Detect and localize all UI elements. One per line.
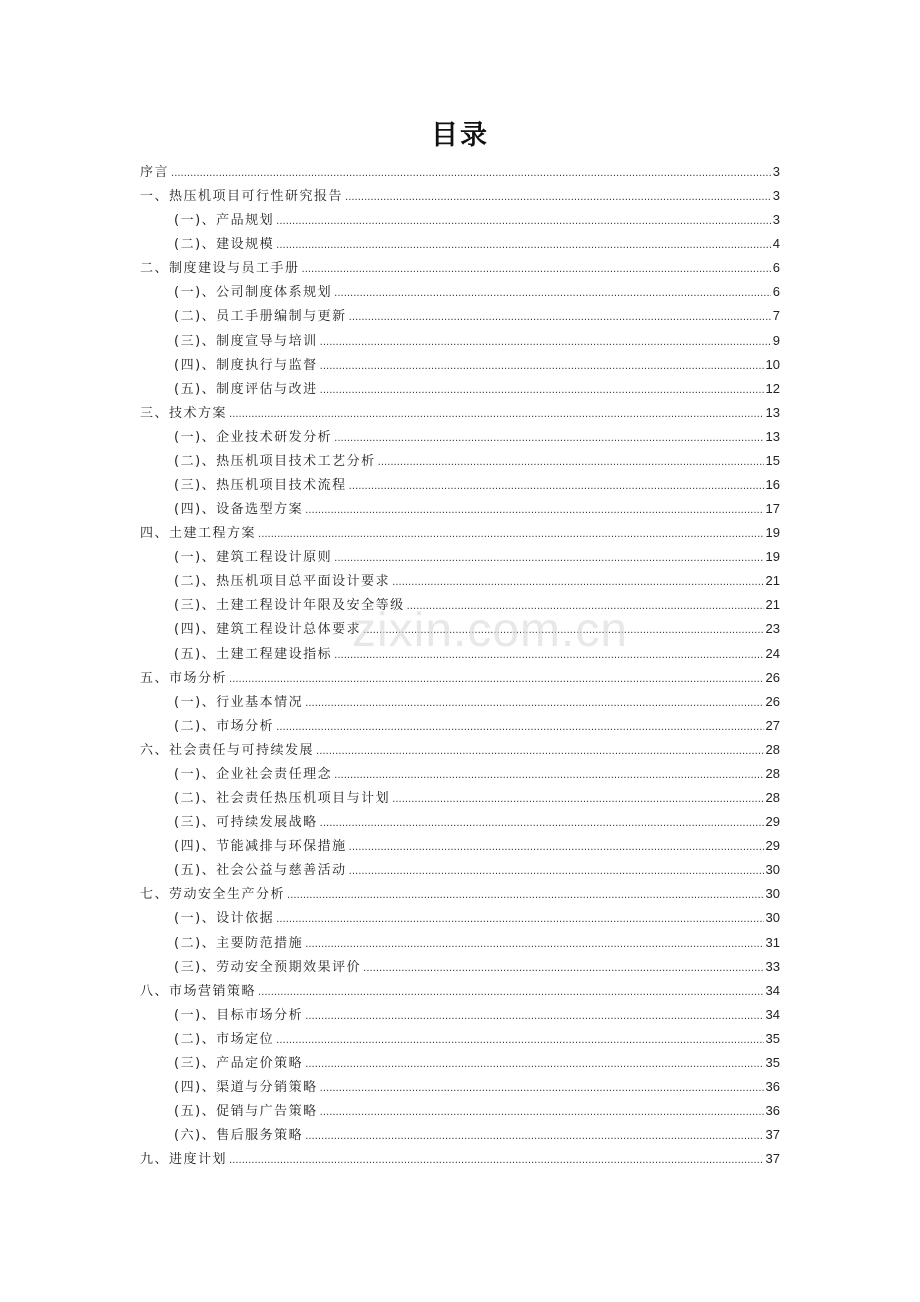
toc-entry-label: (四)、设备选型方案 (174, 502, 304, 518)
toc-entry-label: (二)、主要防范措施 (174, 935, 304, 951)
toc-page-number: 7 (772, 308, 780, 324)
toc-dot-leader (276, 1029, 763, 1053)
toc-entry-label: (三)、可持续发展战略 (174, 815, 318, 831)
toc-section-entry[interactable] (140, 666, 780, 690)
toc-section-entry[interactable] (140, 882, 780, 906)
toc-subsection-entry[interactable] (140, 690, 780, 714)
toc-entry-label: (二)、市场分析 (174, 718, 275, 734)
toc-page-number: 26 (765, 669, 780, 685)
toc-entry-label: (四)、建筑工程设计总体要求 (174, 622, 362, 638)
toc-dot-leader (349, 475, 764, 499)
toc-dot-leader (276, 716, 763, 740)
toc-entry-label: (二)、市场定位 (174, 1031, 275, 1047)
toc-subsection-entry[interactable] (140, 1099, 780, 1123)
toc-dot-leader (320, 331, 771, 355)
toc-page-number: 35 (765, 1054, 780, 1070)
page-title: 目录 (431, 120, 489, 151)
toc-dot-leader (349, 306, 771, 330)
toc-subsection-entry[interactable] (140, 304, 780, 328)
toc-dot-leader (378, 451, 764, 475)
toc-dot-leader (392, 788, 763, 812)
toc-dot-leader (302, 258, 771, 282)
toc-page-number: 28 (765, 765, 780, 781)
toc-dot-leader (258, 981, 764, 1005)
toc-entry-label: (一)、建筑工程设计原则 (174, 550, 333, 566)
toc-page-number: 3 (772, 212, 780, 228)
toc-page-number: 21 (765, 573, 780, 589)
toc-dot-leader (305, 1005, 763, 1029)
toc-subsection-entry[interactable] (140, 810, 780, 834)
toc-entry-label: 七、劳动安全生产分析 (140, 887, 286, 903)
toc-dot-leader (305, 692, 763, 716)
toc-page-number: 19 (765, 549, 780, 565)
toc-page-number: 24 (765, 645, 780, 661)
toc-subsection-entry[interactable] (140, 545, 780, 569)
toc-page-number: 3 (772, 164, 780, 179)
toc-dot-leader (229, 668, 764, 692)
toc-entry-label: 四、土建工程方案 (140, 526, 257, 542)
toc-page-number: 3 (772, 188, 780, 204)
toc-page-number: 10 (765, 356, 780, 372)
toc-section-entry[interactable] (140, 401, 780, 425)
toc-dot-leader (345, 186, 771, 210)
toc-dot-leader (276, 210, 771, 234)
toc-subsection-entry[interactable] (140, 473, 780, 497)
toc-subsection-entry[interactable] (140, 232, 780, 256)
toc-dot-leader (407, 595, 764, 619)
toc-entry-label: (二)、社会责任热压机项目与计划 (174, 791, 391, 807)
toc-page-number: 37 (765, 1151, 780, 1167)
toc-entry-label: (一)、设计依据 (174, 911, 275, 927)
toc-subsection-entry[interactable] (140, 593, 780, 617)
toc-entry-label: (四)、制度执行与监督 (174, 357, 318, 373)
toc-subsection-entry[interactable] (140, 834, 780, 858)
toc-dot-leader (229, 1149, 764, 1173)
toc-subsection-entry[interactable] (140, 786, 780, 810)
toc-subsection-entry[interactable] (140, 449, 780, 473)
toc-subsection-entry[interactable] (140, 329, 780, 353)
toc-entry-label: (一)、企业技术研发分析 (174, 429, 333, 445)
toc-entry-label: (三)、劳动安全预期效果评价 (174, 959, 362, 975)
toc-entry-label: (一)、行业基本情况 (174, 694, 304, 710)
toc-page-number: 33 (765, 958, 780, 974)
toc-dot-leader (320, 812, 764, 836)
toc-page-number: 28 (765, 790, 780, 806)
toc-page-number: 37 (765, 1127, 780, 1143)
toc-dot-leader (363, 619, 763, 643)
toc-entry-label: (二)、热压机项目技术工艺分析 (174, 453, 376, 469)
toc-dot-leader (320, 355, 764, 379)
toc-page-number: 28 (765, 741, 780, 757)
toc-dot-leader (305, 933, 763, 957)
toc-subsection-entry[interactable] (140, 762, 780, 786)
toc-subsection-entry[interactable] (140, 1003, 780, 1027)
toc-dot-leader (320, 1101, 764, 1125)
toc-subsection-entry[interactable] (140, 353, 780, 377)
table-of-contents (140, 160, 780, 1171)
toc-page-number: 6 (772, 284, 780, 300)
toc-dot-leader (334, 764, 763, 788)
toc-entry-label: (三)、土建工程设计年限及安全等级 (174, 598, 405, 614)
toc-entry-label: (四)、渠道与分销策略 (174, 1079, 318, 1095)
toc-page-number: 17 (765, 501, 780, 517)
toc-subsection-entry[interactable] (140, 280, 780, 304)
toc-entry-label: (三)、产品定价策略 (174, 1055, 304, 1071)
toc-entry-label: (二)、建设规模 (174, 237, 275, 253)
toc-dot-leader (334, 427, 763, 451)
toc-page-number: 30 (765, 886, 780, 902)
toc-page-number: 27 (765, 717, 780, 733)
toc-entry-label: (五)、促销与广告策略 (174, 1104, 318, 1120)
toc-page-number: 30 (765, 910, 780, 926)
toc-dot-leader (349, 836, 764, 860)
toc-subsection-entry[interactable] (140, 955, 780, 979)
toc-dot-leader (287, 884, 764, 908)
toc-subsection-entry[interactable] (140, 497, 780, 521)
toc-page-number: 29 (765, 838, 780, 854)
toc-subsection-entry[interactable] (140, 377, 780, 401)
toc-page-number: 15 (765, 452, 780, 468)
toc-entry-label: (五)、制度评估与改进 (174, 381, 318, 397)
toc-entry-label: 五、市场分析 (140, 670, 228, 686)
toc-subsection-entry[interactable] (140, 569, 780, 593)
toc-entry-label: (一)、企业社会责任理念 (174, 766, 333, 782)
toc-page-number: 13 (765, 428, 780, 444)
toc-dot-leader (171, 162, 771, 186)
toc-page-number: 26 (765, 693, 780, 709)
toc-dot-leader (320, 1077, 764, 1101)
toc-entry-label: (三)、热压机项目技术流程 (174, 478, 347, 494)
toc-dot-leader (363, 957, 763, 981)
toc-page-number: 12 (765, 380, 780, 396)
toc-entry-label: 二、制度建设与员工手册 (140, 261, 300, 277)
toc-entry-label: (五)、社会公益与慈善活动 (174, 863, 347, 879)
toc-entry-label: 九、进度计划 (140, 1152, 228, 1168)
toc-page-number: 31 (765, 934, 780, 950)
toc-page-number: 4 (772, 236, 780, 252)
toc-dot-leader (276, 234, 771, 258)
toc-subsection-entry[interactable] (140, 1051, 780, 1075)
toc-dot-leader (334, 547, 763, 571)
toc-dot-leader (258, 523, 764, 547)
toc-section-entry[interactable] (140, 184, 780, 208)
toc-subsection-entry[interactable] (140, 1075, 780, 1099)
toc-entry-label: 序言 (140, 165, 170, 180)
toc-entry-label: (二)、员工手册编制与更新 (174, 309, 347, 325)
toc-subsection-entry[interactable] (140, 208, 780, 232)
toc-entry-label: 八、市场营销策略 (140, 983, 257, 999)
toc-entry-label: (一)、目标市场分析 (174, 1007, 304, 1023)
toc-page-number: 36 (765, 1103, 780, 1119)
toc-dot-leader (392, 571, 763, 595)
toc-dot-leader (320, 379, 764, 403)
toc-page-number: 19 (765, 525, 780, 541)
toc-entry-label: 一、热压机项目可行性研究报告 (140, 189, 344, 205)
toc-page-number: 35 (765, 1030, 780, 1046)
toc-dot-leader (276, 908, 763, 932)
toc-page-number: 23 (765, 621, 780, 637)
toc-entry-label: (四)、节能减排与环保措施 (174, 839, 347, 855)
toc-subsection-entry[interactable] (140, 906, 780, 930)
toc-subsection-entry[interactable] (140, 1123, 780, 1147)
toc-section-entry[interactable] (140, 1147, 780, 1171)
toc-subsection-entry[interactable] (140, 714, 780, 738)
toc-dot-leader (305, 1125, 763, 1149)
toc-section-entry[interactable] (140, 256, 780, 280)
toc-section-entry[interactable] (140, 160, 780, 184)
toc-entry-label: 三、技术方案 (140, 405, 228, 421)
toc-entry-label: (三)、制度宣导与培训 (174, 333, 318, 349)
toc-page-number: 13 (765, 404, 780, 420)
toc-entry-label: 六、社会责任与可持续发展 (140, 742, 315, 758)
toc-entry-label: (六)、售后服务策略 (174, 1128, 304, 1144)
toc-subsection-entry[interactable] (140, 1027, 780, 1051)
toc-dot-leader (334, 282, 771, 306)
toc-section-entry[interactable] (140, 521, 780, 545)
toc-page-number: 34 (765, 1006, 780, 1022)
toc-subsection-entry[interactable] (140, 617, 780, 641)
toc-dot-leader (305, 499, 763, 523)
toc-dot-leader (305, 1053, 763, 1077)
toc-page-number: 36 (765, 1078, 780, 1094)
toc-subsection-entry[interactable] (140, 858, 780, 882)
toc-page-number: 9 (772, 332, 780, 348)
toc-subsection-entry[interactable] (140, 425, 780, 449)
toc-dot-leader (334, 644, 763, 668)
toc-entry-label: (一)、公司制度体系规划 (174, 285, 333, 301)
toc-entry-label: (五)、土建工程建设指标 (174, 646, 333, 662)
toc-section-entry[interactable] (140, 738, 780, 762)
toc-dot-leader (229, 403, 764, 427)
toc-page-number: 21 (765, 597, 780, 613)
toc-entry-label: (二)、热压机项目总平面设计要求 (174, 574, 391, 590)
toc-page-number: 29 (765, 814, 780, 830)
toc-subsection-entry[interactable] (140, 931, 780, 955)
toc-entry-label: (一)、产品规划 (174, 213, 275, 229)
toc-page-number: 16 (765, 477, 780, 493)
toc-page-number: 30 (765, 862, 780, 878)
toc-subsection-entry[interactable] (140, 642, 780, 666)
toc-dot-leader (349, 860, 764, 884)
toc-page-number: 34 (765, 982, 780, 998)
toc-section-entry[interactable] (140, 979, 780, 1003)
toc-page-number: 6 (772, 260, 780, 276)
watermark: zixin.com.cn (352, 604, 629, 657)
toc-dot-leader (316, 740, 764, 764)
